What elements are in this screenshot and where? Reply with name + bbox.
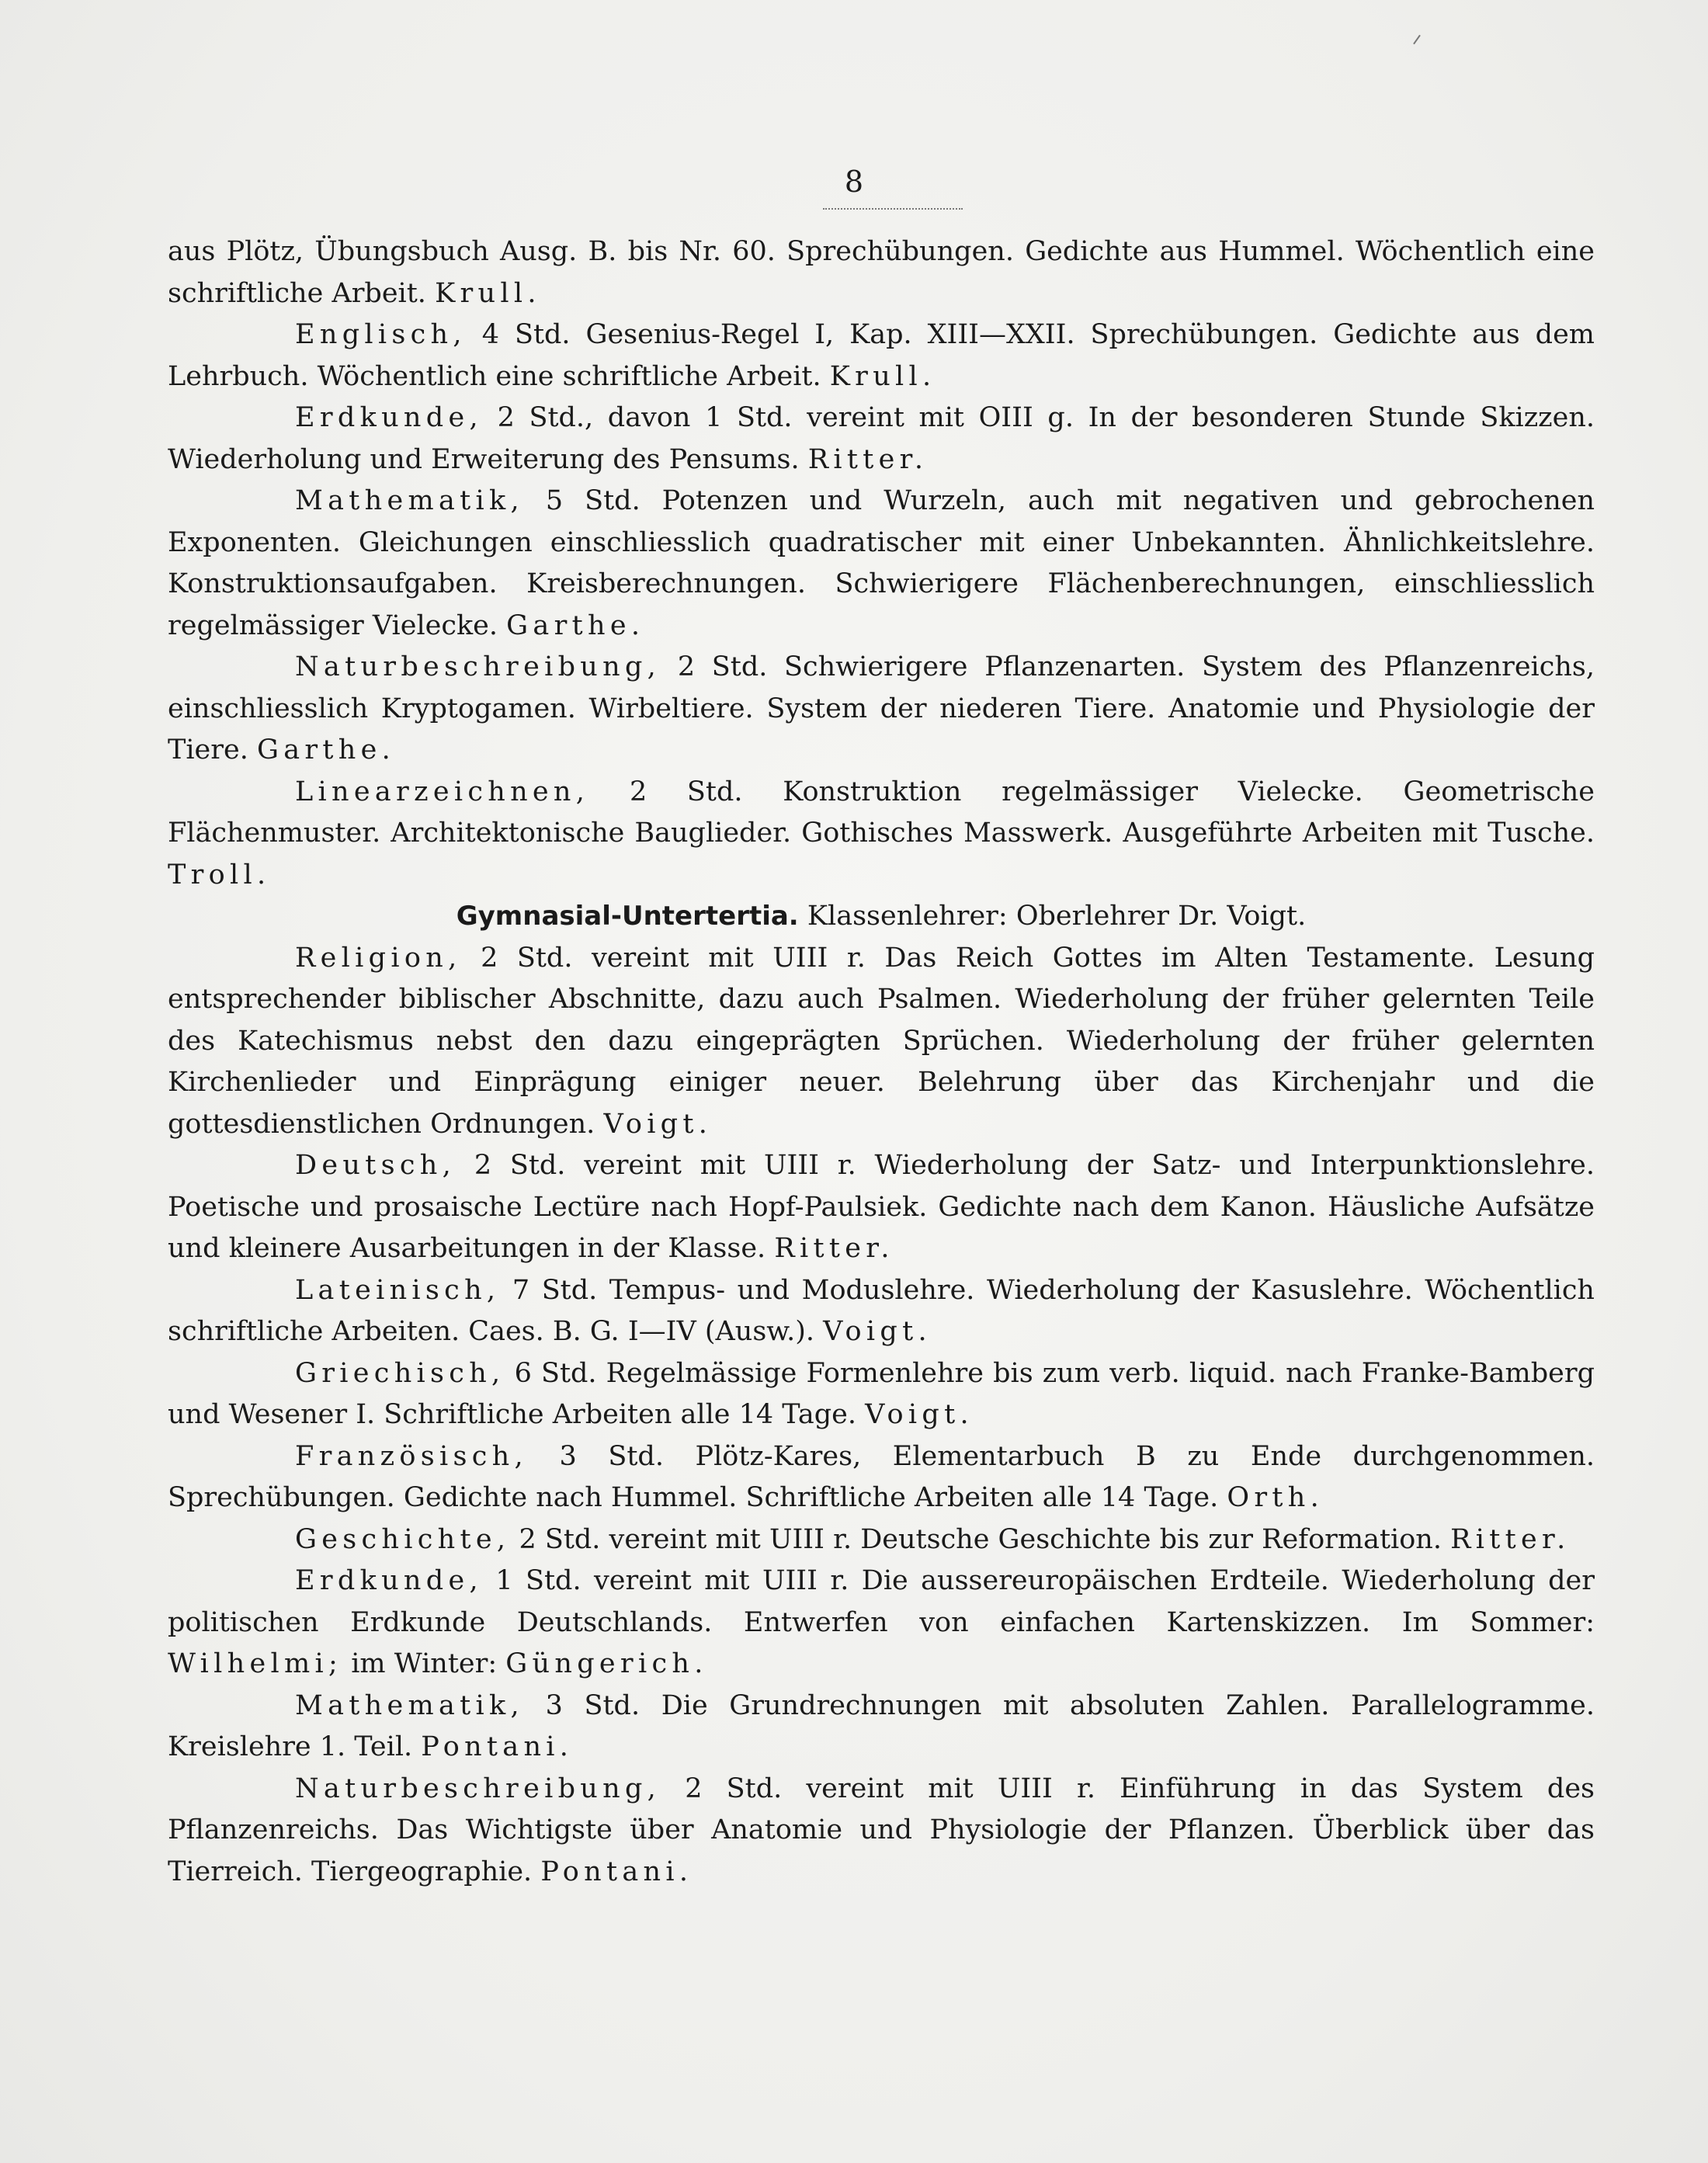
subject-entry-deutsch (168, 1145, 1595, 1270)
entry-text: 2 Std. vereint mit UIII r. Das Reich Gottes im Alten Testamente. Lesung entsprechender biblischer Abschnitte, dazu auch Psalmen. Wiederholung der früher gelernten Teile des Katechismus nebst den dazu eingeprägten Sprüchen. Wiederholung der früher gelernten Kirchenlieder und Einprägung einiger neuer. Belehrung über das Kirchenjahr und die gottesdienstlichen Ordnungen. (168, 942, 1595, 1140)
subject-name: Griechisch, (295, 1357, 505, 1389)
entry-text: 2 Std. vereint mit UIII r. Deutsche Geschichte bis zur Reformation. (519, 1523, 1442, 1555)
entry-text: 1 Std. vereint mit UIII r. Die aussereuropäischen Erdteile. Wiederholung der politischen Erdkunde Deutschlands. Entwerfen von einfachen Kartenskizzen. Im Sommer: (168, 1565, 1595, 1638)
subject-name: Erdkunde, (295, 402, 483, 433)
subject-entry-mathematik (168, 481, 1595, 647)
subject-entry-linearzeichnen (168, 772, 1595, 897)
class-teacher-name: Oberlehrer Dr. Voigt. (1015, 901, 1307, 932)
teacher-name: Pontani. (421, 1731, 574, 1762)
teacher-name: Ritter. (1450, 1523, 1571, 1555)
teacher-name: Voigt. (865, 1399, 974, 1430)
subject-entry-erdkunde (168, 398, 1595, 481)
entry-extra-text: im Winter: (351, 1648, 498, 1679)
subject-entry-franzoesisch (168, 1436, 1595, 1519)
teacher-name: Voigt. (823, 1316, 932, 1347)
subject-name: Mathematik, (295, 1689, 524, 1721)
subject-name: Mathematik, (295, 485, 524, 516)
entry-text: 2 Std. Konstruktion regelmässiger Vielecke. Geometrische Flächenmuster. Architektonische Bauglieder. Gothisches Masswerk. Ausgeführte Arbeiten mit Tusche. (168, 776, 1595, 849)
subject-name: Linearzeichnen, (295, 776, 590, 807)
subject-name: Englisch, (295, 319, 467, 350)
section-heading (168, 896, 1595, 938)
page-number-rule (823, 203, 963, 210)
subject-name: Lateinisch, (295, 1274, 501, 1306)
teacher-name: Wilhelmi; (168, 1648, 343, 1679)
entry-text: 6 Std. Regelmässige Formenlehre bis zum verb. liquid. nach Franke-Bamberg und Wesener I. Schriftliche Arbeiten alle 14 Tage. (168, 1357, 1595, 1430)
subject-entry-griechisch (168, 1353, 1595, 1436)
class-teacher-label: Klassenlehrer: (807, 901, 1008, 932)
subject-name: Religion, (295, 942, 462, 974)
subject-name: Geschichte, (295, 1523, 511, 1555)
teacher-name: Troll. (168, 859, 271, 891)
subject-entry-erdkunde-ut (168, 1561, 1595, 1686)
subject-name: Erdkunde, (295, 1565, 483, 1596)
page-number: 8 (844, 165, 864, 199)
entry-text: 2 Std. vereint mit UIII r. Einführung in das System des Pflanzenreichs. Das Wichtigste über Anatomie und Physiologie der Pflanzen. Überblick über das Tierreich. Tiergeographie. (168, 1772, 1595, 1887)
subject-name: Naturbeschreibung, (295, 651, 661, 682)
page-content (168, 231, 1595, 1893)
teacher-name: Garthe. (256, 734, 396, 766)
subject-entry-geschichte (168, 1519, 1595, 1561)
paragraph-text: aus Plötz, Übungsbuch Ausg. B. bis Nr. 60. Sprechübungen. Gedichte aus Hummel. Wöchentlich eine schriftliche Arbeit. (168, 236, 1595, 309)
subject-entry-naturbeschreibung (168, 647, 1595, 772)
entry-text: 7 Std. Tempus- und Moduslehre. Wiederholung der Kasuslehre. Wöchentlich schriftliche Arbeiten. Caes. B. G. I—IV (Ausw.). (168, 1274, 1595, 1347)
subject-entry-religion (168, 938, 1595, 1146)
subject-entry-mathematik-ut (168, 1686, 1595, 1769)
teacher-name: Orth. (1227, 1482, 1324, 1513)
subject-name: Deutsch, (295, 1150, 457, 1181)
subject-name: Französisch, (295, 1440, 528, 1472)
class-name: Gymnasial-Untertertia. (456, 901, 799, 932)
subject-entry-naturbeschreibung-ut (168, 1769, 1595, 1894)
teacher-name: Garthe. (506, 609, 645, 641)
teacher-name: Krull. (435, 277, 541, 309)
entry-text: 2 Std. vereint mit UIII r. Wiederholung der Satz- und Interpunktionslehre. Poetische und prosaische Lectüre nach Hopf-Paulsiek. Gedichte nach dem Kanon. Häusliche Aufsätze und kleinere Ausarbeitungen in der Klasse. (168, 1150, 1595, 1264)
entry-text: 3 Std. Die Grundrechnungen mit absoluten Zahlen. Parallelogramme. Kreislehre 1. Teil. (168, 1689, 1595, 1762)
entry-text: 2 Std. Schwierigere Pflanzenarten. System des Pflanzenreichs, einschliesslich Kryptogamen. Wirbeltiere. System der niederen Tiere. Anatomie und Physiologie der Tiere. (168, 651, 1595, 766)
teacher-name: Ritter. (774, 1233, 894, 1264)
continuation-paragraph (168, 231, 1595, 314)
entry-text: 5 Std. Potenzen und Wurzeln, auch mit negativen und gebrochenen Exponenten. Gleichungen einschliesslich quadratischer mit einer Unbekannten. Ähnlichkeitslehre. Konstruktionsaufgaben. Kreisberechnungen. Schwierigere Flächenberechnungen, einschliesslich regelmässiger Vielecke. (168, 485, 1595, 641)
stray-pencil-mark (1413, 35, 1421, 45)
subject-entry-lateinisch (168, 1270, 1595, 1353)
entry-text: 4 Std. Gesenius-Regel I, Kap. XIII—XXII. Sprechübungen. Gedichte aus dem Lehrbuch. Wöchentlich eine schriftliche Arbeit. (168, 319, 1595, 392)
teacher-name: Ritter. (807, 443, 929, 475)
teacher-name: Güngerich. (505, 1648, 708, 1679)
subject-name: Naturbeschreibung, (295, 1772, 661, 1804)
subject-entry-englisch (168, 314, 1595, 398)
teacher-name: Krull. (829, 360, 936, 392)
teacher-name: Pontani. (540, 1856, 693, 1887)
entry-text: 3 Std. Plötz-Kares, Elementarbuch B zu Ende durchgenommen. Sprechübungen. Gedichte nach Hummel. Schriftliche Arbeiten alle 14 Tage. (168, 1440, 1595, 1513)
teacher-name: Voigt. (603, 1108, 713, 1140)
entry-text: 2 Std., davon 1 Std. vereint mit OIII g. In der besonderen Stunde Skizzen. Wiederholung und Erweiterung des Pensums. (168, 402, 1595, 475)
